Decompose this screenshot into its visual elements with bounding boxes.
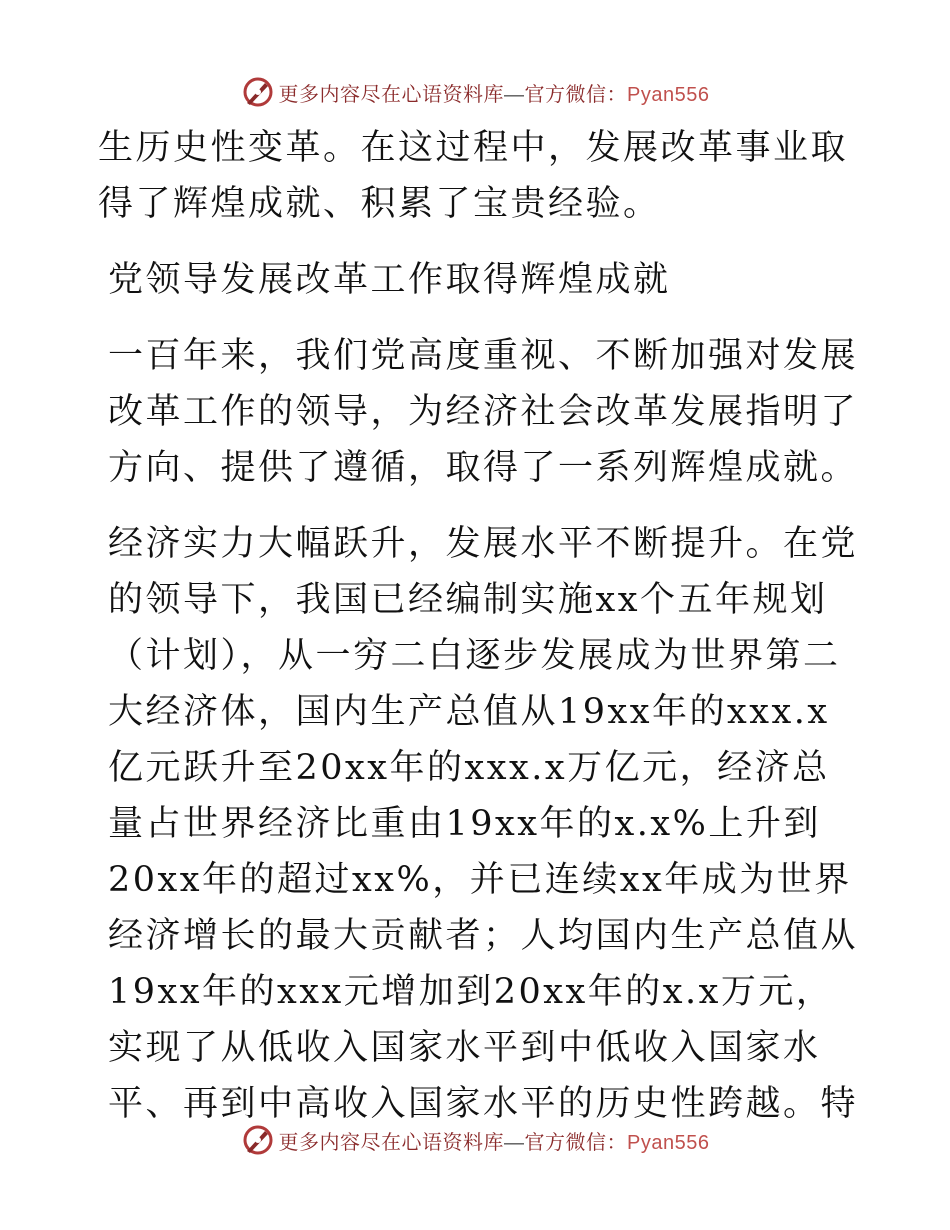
- watermark-wechat-id: Pyan556: [627, 83, 710, 106]
- paragraph-continuation: 生历史性变革。在这过程中，发展改革事业取得了辉煌成就、积累了宝贵经验。: [98, 128, 849, 224]
- watermark-main: 更多内容尽在心语资料库: [278, 1131, 505, 1154]
- watermark-wechat-id: Pyan556: [627, 1131, 710, 1154]
- paragraph-economy: 经济实力大幅跃升，发展水平不断提升。在党的领导下，我国已经编制实施xx个五年规划（计划），从一穷二白逐步发展成为世界第二大经济体，国内生产总值从19xx年的xxx.x亿元跃升至20xx年的xxx.x万亿元，经济总量占世界经济比重由19xx年的x.x%上升到20xx年的超过xx%，并已连续xx年成为世界经济增长的最大贡献者；人均国内生产总值从19xx年的xxx元增加到20xx年的x.x万元，实现了从低收入国家水平到中低收入国家水平、再到中高收入国家水平的历史性跨越。特: [108, 524, 859, 1124]
- header-watermark: [0, 72, 950, 112]
- watermark-separator: —: [504, 83, 525, 106]
- watermark-main: 更多内容尽在心语资料库: [278, 83, 505, 106]
- watermark-text: [279, 78, 710, 107]
- paragraph-intro: 一百年来，我们党高度重视、不断加强对发展改革工作的领导，为经济社会改革发展指明了方向、提供了遵循，取得了一系列辉煌成就。: [108, 336, 859, 488]
- watermark-official: 官方微信：: [524, 83, 628, 106]
- watermark-separator: —: [504, 1131, 525, 1154]
- quill-pen-circle-icon: [241, 1123, 275, 1157]
- watermark-text: [279, 1126, 710, 1155]
- document-body: [98, 120, 858, 1132]
- quill-pen-circle-icon: [241, 75, 275, 109]
- footer-watermark: [0, 1120, 950, 1160]
- watermark-official: 官方微信：: [524, 1131, 628, 1154]
- section-heading: 党领导发展改革工作取得辉煌成就: [108, 260, 671, 300]
